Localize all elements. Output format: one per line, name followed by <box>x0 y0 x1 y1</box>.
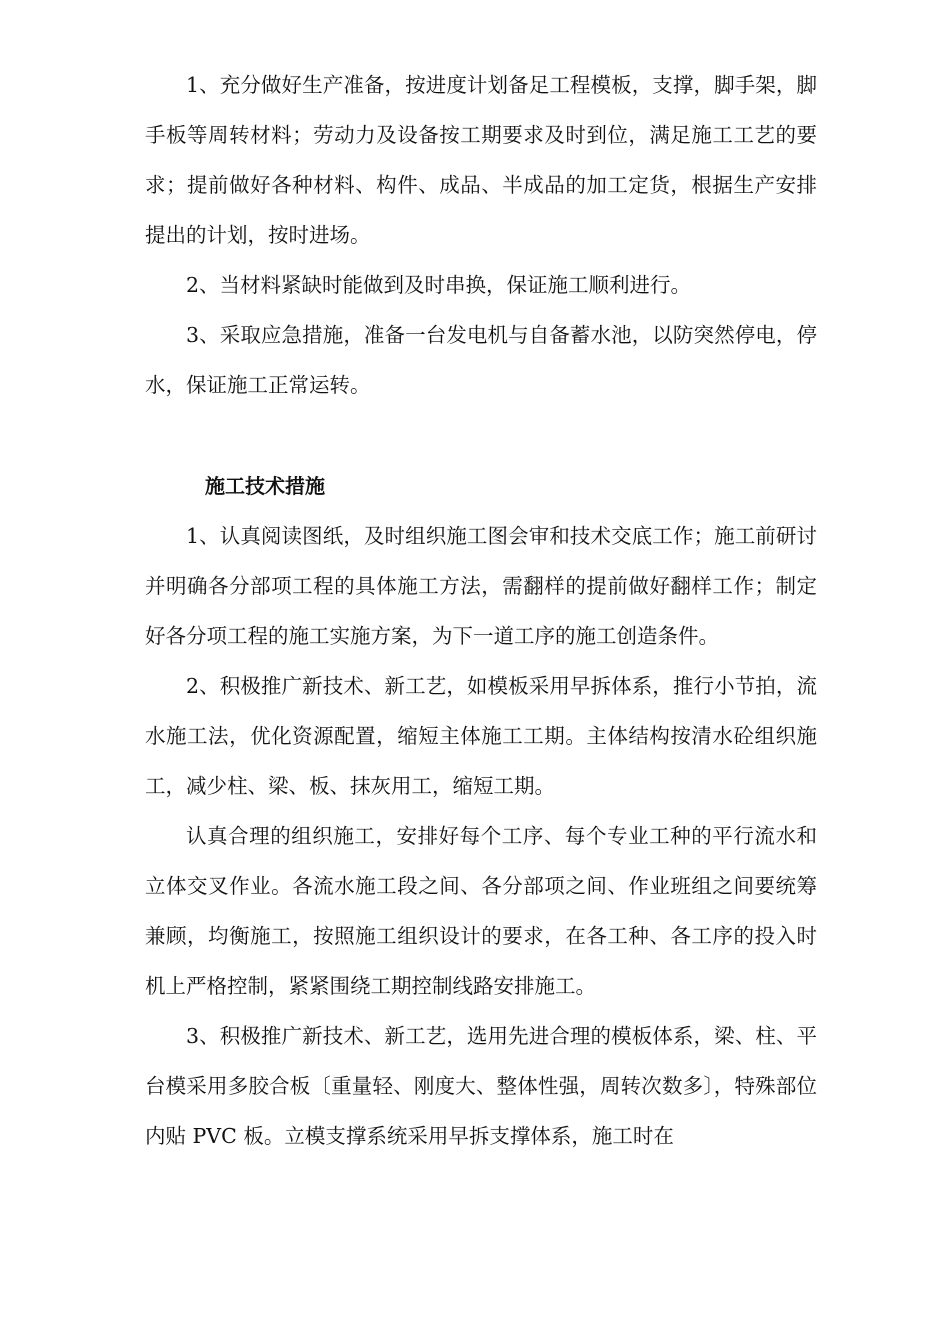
document-body <box>145 60 817 1161</box>
section-title: 施工技术措施 <box>205 474 325 498</box>
paragraph-preparation: 1、充分做好生产准备，按进度计划备足工程模板，支撑，脚手架，脚手板等周转材料；劳动力及设备按工期要求及时到位，满足施工工艺的要求；提前做好各种材料、构件、成品、半成品的加工定货，根据生产安排提出的计划，按时进场。 <box>145 73 817 247</box>
paragraph-organization: 认真合理的组织施工，安排好每个工序、每个专业工种的平行流水和立体交叉作业。各流水施工段之间、各分部项之间、作业班组之间要统筹兼顾，均衡施工，按照施工组织设计的要求，在各工种、各工序的投入时机上严格控制，紧紧围绕工期控制线路安排施工。 <box>145 824 817 998</box>
paragraph-formwork: 3、积极推广新技术、新工艺，选用先进合理的模板体系，梁、柱、平台模采用多胶合板〔重量轻、刚度大、整体性强，周转次数多〕，特殊部位内贴 PVC 板。立模支撑系统采用早拆支撑体系，施工时在 <box>145 1024 817 1148</box>
paragraph-emergency: 3、采取应急措施，准备一台发电机与自备蓄水池，以防突然停电，停水，保证施工正常运转。 <box>145 323 817 397</box>
paragraph-drawings: 1、认真阅读图纸，及时组织施工图会审和技术交底工作；施工前研讨并明确各分部项工程的具体施工方法，需翻样的提前做好翻样工作；制定好各分项工程的施工实施方案，为下一道工序的施工创造条件。 <box>145 524 817 648</box>
paragraph-material-swap: 2、当材料紧缺时能做到及时串换，保证施工顺利进行。 <box>186 273 692 297</box>
paragraph-new-tech: 2、积极推广新技术、新工艺，如模板采用早拆体系，推行小节拍，流水施工法，优化资源配置，缩短主体施工工期。主体结构按清水砼组织施工，减少柱、梁、板、抹灰用工，缩短工期。 <box>145 674 817 798</box>
